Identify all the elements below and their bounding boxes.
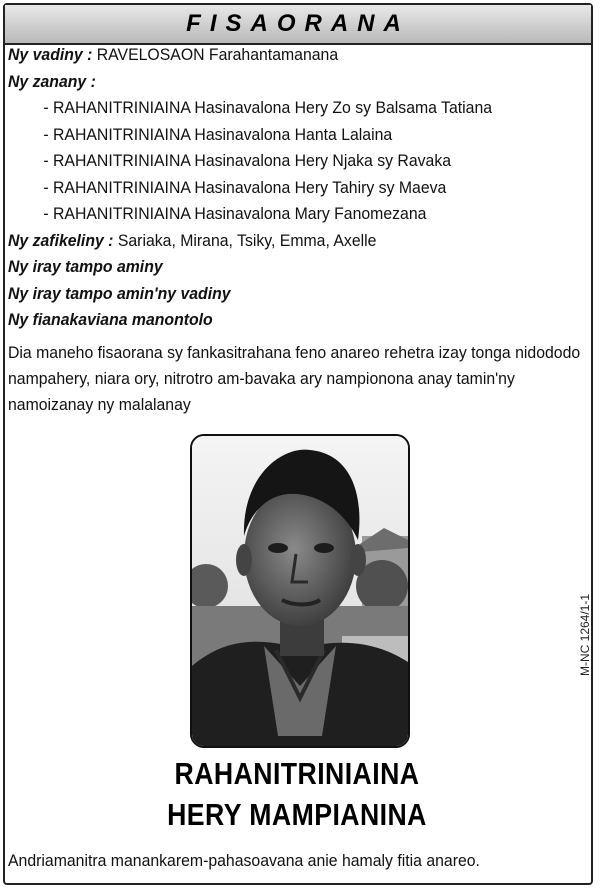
grandchildren-label: Ny zafikeliny : bbox=[8, 230, 114, 250]
grandchildren-line bbox=[8, 228, 546, 255]
portrait-photo bbox=[190, 434, 410, 748]
child-item: - RAHANITRINIAINA Hasinavalona Hanta Lalaina bbox=[43, 124, 393, 144]
widow-name: RAVELOSAON Farahantamanana bbox=[96, 45, 339, 64]
deceased-name-line1: RAHANITRINIAINA bbox=[174, 756, 420, 791]
notice-body bbox=[8, 42, 581, 418]
family-line: Ny iray tampo aminy bbox=[8, 257, 163, 276]
family-line: Ny iray tampo amin'ny vadiny bbox=[8, 283, 231, 303]
reference-code: M-NC 1264/1-1 bbox=[578, 593, 592, 676]
header-banner bbox=[5, 5, 591, 45]
child-item: - RAHANITRINIAINA Hasinavalona Hery Njaka sy Ravaka bbox=[43, 151, 452, 170]
deceased-name-line2: HERY MAMPIANINA bbox=[167, 797, 427, 832]
widow-line bbox=[8, 42, 546, 69]
grandchildren-names: Sariaka, Mirana, Tsiky, Emma, Axelle bbox=[117, 230, 377, 250]
header-title: FISAORANA bbox=[186, 10, 410, 37]
children-label: Ny zanany : bbox=[8, 71, 96, 91]
child-item: - RAHANITRINIAINA Hasinavalona Hery Zo sy Balsama Tatiana bbox=[43, 98, 493, 117]
family-line: Ny fianakaviana manontolo bbox=[8, 310, 213, 329]
child-item: - RAHANITRINIAINA Hasinavalona Hery Tahiry sy Maeva bbox=[43, 177, 447, 197]
thanks-message: Dia maneho fisaorana sy fankasitrahana feno anareo rehetra izay tonga nidododo nampahery, niara ory, nitrotro am-bavaka ary nampionona anay tamin'ny namoizanay ny malalanay bbox=[8, 342, 581, 414]
portrait-image bbox=[192, 436, 408, 746]
closing-blessing: Andriamanitra manankarem-pahasoavana anie hamaly fitia anareo. bbox=[8, 851, 480, 870]
child-item: - RAHANITRINIAINA Hasinavalona Mary Fanomezana bbox=[43, 204, 427, 223]
widow-label: Ny vadiny : bbox=[8, 45, 93, 64]
